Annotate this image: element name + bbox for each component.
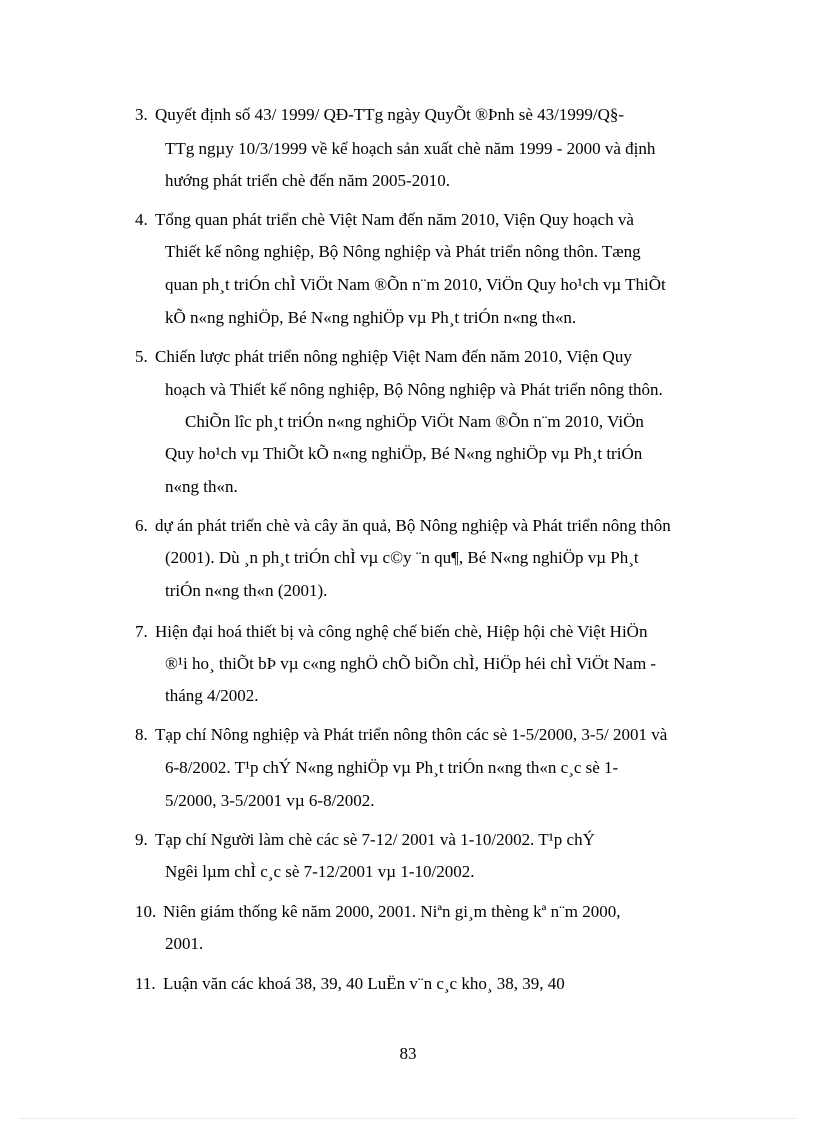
reference-line: triÓn n«ng th«n (2001). <box>165 581 328 600</box>
reference-line: ChiÕn lîc ph¸t triÓn n«ng nghiÖp ViÖt Nam ®Õn n¨m 2010, ViÖn <box>185 412 644 431</box>
reference-line: hoạch và Thiết kế nông nghiệp, Bộ Nông nghiệp và Phát triển nông thôn. <box>165 380 663 399</box>
reference-line: Hiện đại hoá thiết bị và công nghệ chế biến chè, Hiệp hội chè Việt HiÖn <box>155 622 648 641</box>
reference-line: dự án phát triển chè và cây ăn quả, Bộ Nông nghiệp và Phát triển nông thôn <box>155 516 671 535</box>
reference-line: 6-8/2002. T¹p chÝ N«ng nghiÖp vµ Ph¸t triÓn n«ng th«n c¸c sè 1- <box>165 758 619 777</box>
reference-number: 8. <box>135 725 148 744</box>
reference-number: 10. <box>135 902 157 921</box>
reference-line: Tạp chí Người làm chè các sè 7-12/ 2001 và 1-10/2002. T¹p chÝ <box>155 830 595 849</box>
reference-number: 5. <box>135 347 148 366</box>
reference-line: TTg ngµy 10/3/1999 về kế hoạch sản xuất chè năm 1999 - 2000 và định <box>165 139 656 158</box>
reference-number: 9. <box>135 830 148 849</box>
reference-line: Tổng quan phát triển chè Việt Nam đến năm 2010, Viện Quy hoạch và <box>155 210 634 229</box>
reference-number: 6. <box>135 516 148 535</box>
reference-line: ®¹i ho¸ thiÕt bÞ vµ c«ng nghÖ chÕ biÕn chÌ, HiÖp héi chÌ ViÖt Nam - <box>165 654 657 673</box>
reference-line: Niên giám thống kê năm 2000, 2001. Niªn gi¸m thèng kª n¨m 2000, <box>163 902 621 921</box>
reference-line: (2001). Dù ¸n ph¸t triÓn chÌ vµ c©y ¨n qu¶, Bé N«ng nghiÖp vµ Ph¸t <box>165 548 639 567</box>
reference-line: Quy ho¹ch vµ ThiÕt kÕ n«ng nghiÖp, Bé N«ng nghiÖp vµ Ph¸t triÓn <box>165 444 643 463</box>
reference-line: Quyết định số 43/ 1999/ QĐ-TTg ngày QuyÕt ®Þnh sè 43/1999/Q§- <box>155 105 625 124</box>
reference-line: Luận văn các khoá 38, 39, 40 LuËn v¨n c¸c kho¸ 38, 39, 40 <box>163 974 565 993</box>
reference-number: 4. <box>135 210 148 229</box>
reference-line: 5/2000, 3-5/2001 vµ 6-8/2002. <box>165 791 375 810</box>
reference-line: Chiến lược phát triển nông nghiệp Việt Nam đến năm 2010, Viện Quy <box>155 347 632 366</box>
reference-line: tháng 4/2002. <box>165 686 259 705</box>
reference-line: Tạp chí Nông nghiệp và Phát triển nông thôn các sè 1-5/2000, 3-5/ 2001 và <box>155 725 668 744</box>
reference-line: Thiết kế nông nghiệp, Bộ Nông nghiệp và Phát triển nông thôn. Tæng <box>165 242 641 261</box>
page-number: 83 <box>399 1044 417 1063</box>
reference-line: Ngêi lµm chÌ c¸c sè 7-12/2001 vµ 1-10/2002. <box>165 862 475 881</box>
reference-number: 3. <box>135 105 148 124</box>
reference-number: 11. <box>135 974 156 993</box>
reference-line: quan ph¸t triÓn chÌ ViÖt Nam ®Õn n¨m 2010, ViÖn Quy ho¹ch vµ ThiÕt <box>165 275 666 294</box>
footer-divider <box>20 1118 796 1119</box>
reference-line: 2001. <box>165 934 204 953</box>
reference-line: hướng phát triển chè đến năm 2005-2010. <box>165 171 450 190</box>
reference-number: 7. <box>135 622 148 641</box>
reference-line: n«ng th«n. <box>165 477 238 496</box>
reference-line: kÕ n«ng nghiÖp, Bé N«ng nghiÖp vµ Ph¸t triÓn n«ng th«n. <box>165 308 577 327</box>
